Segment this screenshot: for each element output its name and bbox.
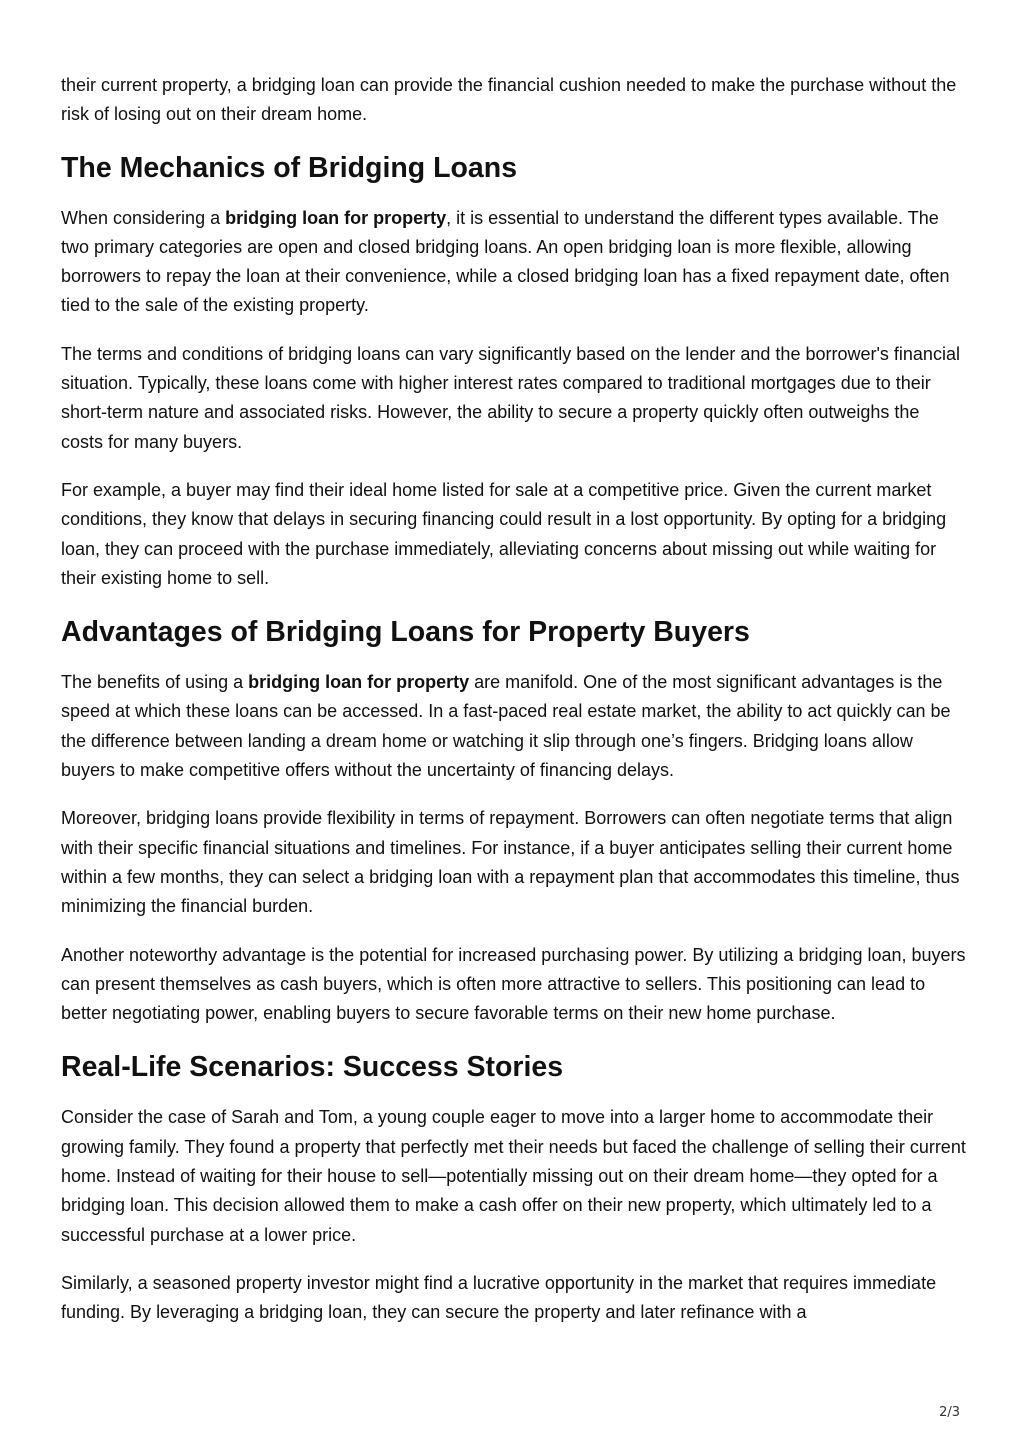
section-heading-success-stories: Real-Life Scenarios: Success Stories — [61, 1051, 564, 1084]
bridging-loan-keyword: bridging loan for property — [248, 672, 470, 693]
mechanics-paragraph-3: For example, a buyer may find their ideal home listed for sale at a competitive price. Given the current market conditions, they know that delays in securing financing could result in a lost opportunity. By opting for a bridging loan, they can proceed with the purchase immediately, alleviating concerns about missing out while waiting for their existing home to sell. — [61, 479, 947, 588]
mechanics-p1-text-after: , it is essential to understand the different types available. The two primary categories are open and closed bridging loans. An open bridging loan is more flexible, allowing borrowers to repay the loan at their convenience, while a closed bridging loan has a fixed repayment date, often tied to the sale of the existing property. — [61, 207, 950, 316]
mechanics-paragraph-2: The terms and conditions of bridging loans can vary significantly based on the lender and the borrower's financial situation. Typically, these loans come with higher interest rates compared to traditional mortgages due to their short-term nature and associated risks. However, the ability to secure a property quickly often outweighs the costs for many buyers. — [61, 343, 960, 452]
advantages-paragraph-1 — [61, 668, 966, 785]
section-heading-mechanics: The Mechanics of Bridging Loans — [61, 151, 518, 184]
document-page — [61, 71, 966, 1347]
advantages-paragraph-2: Moreover, bridging loans provide flexibility in terms of repayment. Borrowers can often negotiate terms that align with their specific financial situations and timelines. For instance, if a buyer anticipates selling their current home within a few months, they can select a bridging loan with a repayment plan that accommodates this timeline, thus minimizing the financial burden. — [61, 808, 960, 917]
mechanics-paragraph-1 — [61, 204, 966, 321]
advantages-paragraph-3: Another noteworthy advantage is the potential for increased purchasing power. By utilizing a bridging loan, buyers can present themselves as cash buyers, which is often more attractive to sellers. This positioning can lead to better negotiating power, enabling buyers to secure favorable terms on their new home purchase. — [61, 944, 966, 1024]
intro-paragraph: their current property, a bridging loan can provide the financial cushion needed to make the purchase without the risk of losing out on their dream home. — [61, 75, 957, 125]
success-paragraph-2: Similarly, a seasoned property investor might find a lucrative opportunity in the market that requires immediate funding. By leveraging a bridging loan, they can secure the property and later refinance with a — [61, 1272, 937, 1323]
advantages-p1-text-after: are manifold. One of the most significant advantages is the speed at which these loans can be accessed. In a fast-paced real estate market, the ability to act quickly can be the difference between landing a dream home or watching it slip through one’s fingers. Bridging loans allow buyers to make competitive offers without the uncertainty of financing delays. — [61, 672, 951, 781]
bridging-loan-keyword: bridging loan for property — [225, 207, 447, 228]
advantages-p1-text-before: The benefits of using a — [61, 672, 249, 693]
section-heading-advantages: Advantages of Bridging Loans for Property Buyers — [61, 616, 750, 649]
mechanics-p1-text-before: When considering a — [61, 207, 226, 228]
page-number: 2/3 — [939, 1405, 960, 1420]
success-paragraph-1: Consider the case of Sarah and Tom, a young couple eager to move into a larger home to accommodate their growing family. They found a property that perfectly met their needs but faced the challenge of selling their current home. Instead of waiting for their house to sell—potentially missing out on their dream home—they opted for a bridging loan. This decision allowed them to make a cash offer on their new property, which ultimately led to a successful purchase at a lower price. — [61, 1107, 966, 1245]
